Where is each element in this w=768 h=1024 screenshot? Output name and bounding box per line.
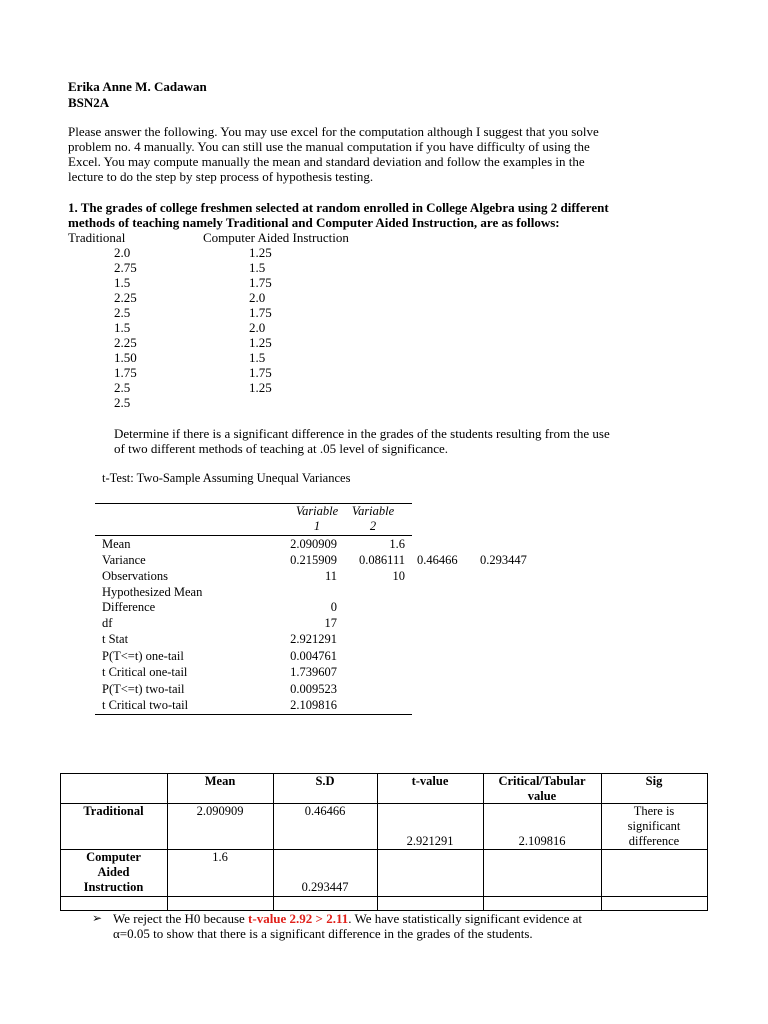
cai-value: 1.75 (249, 275, 272, 290)
header-line: Variable (295, 504, 339, 518)
row-value-1: 0.004761 (290, 649, 337, 663)
row-value-2: 10 (392, 569, 405, 583)
traditional-sig (601, 804, 707, 849)
traditional-tvalue: 2.921291 (406, 834, 454, 848)
row-label: Difference (102, 600, 156, 614)
ttest-row (95, 648, 555, 664)
row-value-1: 0.215909 (290, 553, 337, 567)
traditional-sd: 0.46466 (304, 804, 346, 818)
ttest-row (95, 568, 555, 584)
sig-line: difference (628, 834, 680, 848)
label-line: Aided (97, 865, 130, 879)
ttest-row (95, 599, 555, 615)
header-sd: S.D (315, 774, 335, 788)
table-rule (60, 896, 708, 897)
cai-value: 1.5 (249, 260, 266, 275)
row-label: t Critical one-tail (102, 665, 188, 679)
row-value-3: 0.46466 (417, 553, 458, 567)
cai-value: 1.25 (249, 245, 272, 260)
row-value-1: 1.739607 (290, 665, 337, 679)
conclusion-highlight: t-value 2.92 > 2.11 (248, 911, 349, 926)
ttest-row (95, 584, 555, 600)
ttest-row (95, 664, 555, 680)
student-section: BSN2A (68, 95, 110, 110)
row-label: t Stat (102, 632, 129, 646)
row-value-1: 2.109816 (290, 698, 337, 712)
instructions-line: lecture to do the step by step process of hypothesis testing. (68, 169, 374, 184)
conclusion-line: α=0.05 to show that there is a significant difference in the grades of the students. (113, 926, 533, 941)
row-label-cai (60, 850, 167, 895)
conclusion-pre: We reject the H0 because (113, 911, 249, 926)
cai-value: 1.25 (249, 380, 272, 395)
row-label: t Critical two-tail (102, 698, 189, 712)
cai-sd: 0.293447 (301, 880, 349, 894)
traditional-value: 2.0 (114, 245, 131, 260)
row-label: Observations (102, 569, 168, 583)
cai-value: 1.75 (249, 365, 272, 380)
row-label: df (102, 616, 113, 630)
arrow-bullet-icon: ➢ (92, 911, 103, 925)
traditional-value: 2.25 (114, 335, 137, 350)
header-line: 2 (369, 519, 377, 533)
row-label: P(T<=t) one-tail (102, 649, 184, 663)
problem-line: 1. The grades of college freshmen selected at random enrolled in College Algebra using 2 different (68, 200, 609, 215)
summary-table (60, 773, 708, 911)
cai-value: 1.25 (249, 335, 272, 350)
header-critical (483, 774, 601, 804)
ttest-row (95, 536, 555, 552)
ttest-row (95, 681, 555, 697)
traditional-mean: 2.090909 (196, 804, 244, 818)
conclusion-line (113, 911, 582, 926)
problem-statement (68, 200, 609, 230)
header-line: 1 (313, 519, 321, 533)
cai-mean: 1.6 (212, 850, 228, 864)
cai-column-header: Computer Aided Instruction (203, 230, 349, 245)
row-label: Variance (102, 553, 146, 567)
cai-value: 2.0 (249, 320, 266, 335)
cai-value: 2.0 (249, 290, 266, 305)
problem-line: methods of teaching namely Traditional and Computer Aided Instruction, are as follows: (68, 215, 560, 230)
traditional-value: 1.50 (114, 350, 137, 365)
traditional-values-list (114, 245, 137, 410)
ttest-row (95, 631, 555, 647)
traditional-value: 2.5 (114, 380, 131, 395)
row-label: Mean (102, 537, 131, 551)
instructions-paragraph (68, 124, 599, 184)
traditional-value: 2.5 (114, 305, 131, 320)
cai-values-list (249, 245, 272, 395)
ttest-title: t-Test: Two-Sample Assuming Unequal Variances (102, 471, 351, 485)
label-line: Computer (86, 850, 141, 864)
ttest-row (95, 552, 555, 568)
traditional-critical: 2.109816 (518, 834, 566, 848)
question-paragraph (114, 426, 610, 456)
row-label: P(T<=t) two-tail (102, 682, 185, 696)
row-label: Hypothesized Mean (102, 585, 203, 599)
conclusion-paragraph (113, 911, 582, 941)
question-line: of two different methods of teaching at .05 level of significance. (114, 441, 449, 456)
traditional-value: 2.25 (114, 290, 137, 305)
row-value-1: 2.090909 (290, 537, 337, 551)
table-rule (167, 773, 168, 911)
header-tvalue: t-value (411, 774, 449, 788)
sig-line: There is (633, 804, 675, 818)
traditional-value: 2.5 (114, 395, 131, 410)
ttest-row (95, 697, 555, 713)
row-value-1: 0 (330, 600, 337, 614)
traditional-value: 2.75 (114, 260, 137, 275)
label-line: Instruction (83, 880, 144, 894)
header-line: Critical/Tabular (498, 774, 586, 788)
header-line: value (527, 789, 557, 803)
row-value-1: 2.921291 (290, 632, 337, 646)
ttest-row (95, 615, 555, 631)
row-value-1: 0.009523 (290, 682, 337, 696)
traditional-value: 1.75 (114, 365, 137, 380)
question-line: Determine if there is a significant difference in the grades of the students resulting from the use (114, 426, 610, 441)
row-value-4: 0.293447 (480, 553, 527, 567)
student-name: Erika Anne M. Cadawan (68, 79, 207, 94)
traditional-value: 1.5 (114, 320, 131, 335)
row-value-1: 11 (324, 569, 337, 583)
header-line: Variable (351, 504, 395, 518)
conclusion-post: . We have statistically significant evidence at (348, 911, 582, 926)
row-value-1: 17 (324, 616, 337, 630)
ttest-output-table (95, 503, 527, 715)
header-mean: Mean (204, 774, 236, 788)
traditional-column-header: Traditional (68, 230, 126, 245)
instructions-line: problem no. 4 manually. You can still use the manual computation if you have difficulty of using the (68, 139, 590, 154)
header-sig: Sig (645, 774, 663, 788)
instructions-line: Excel. You may compute manually the mean and standard deviation and follow the examples in the (68, 154, 585, 169)
traditional-value: 1.5 (114, 275, 131, 290)
sig-line: significant (627, 819, 681, 833)
row-value-2: 0.086111 (359, 553, 405, 567)
table-rule (707, 773, 708, 911)
table-rule (95, 714, 412, 715)
cai-value: 1.75 (249, 305, 272, 320)
instructions-line: Please answer the following. You may use excel for the computation although I suggest that you solve (68, 124, 599, 139)
variable-2-header (343, 504, 403, 534)
cai-value: 1.5 (249, 350, 266, 365)
row-label-traditional: Traditional (83, 804, 144, 818)
row-value-2: 1.6 (389, 537, 405, 551)
